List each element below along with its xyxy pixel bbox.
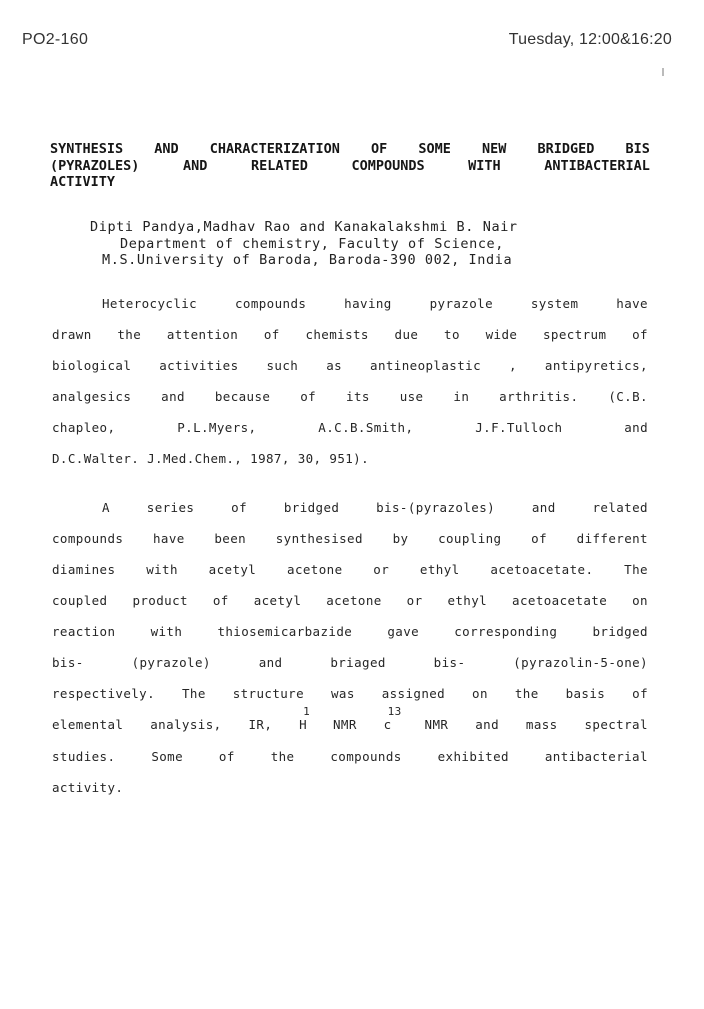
word: drawn xyxy=(52,327,92,342)
text-line xyxy=(50,141,650,158)
word: chemists xyxy=(305,327,369,342)
word: product xyxy=(132,593,188,608)
word: (C.B. xyxy=(608,389,648,404)
word: elemental xyxy=(52,717,124,732)
word: the xyxy=(117,327,142,342)
text-line xyxy=(52,350,648,381)
word: H1 xyxy=(299,705,311,732)
word: its xyxy=(346,389,370,404)
word: BIS xyxy=(625,141,650,157)
word: of xyxy=(231,500,248,515)
word: by xyxy=(392,531,409,546)
word: SOME xyxy=(418,141,451,157)
word: COMPOUNDS xyxy=(351,157,425,174)
word: antineoplastic xyxy=(370,358,481,373)
word: WITH xyxy=(468,157,501,174)
text-line xyxy=(50,158,650,175)
word: attention xyxy=(166,327,239,342)
text-line xyxy=(52,288,648,319)
text-line xyxy=(52,772,648,803)
word: acetoacetate. xyxy=(490,562,594,577)
word: due xyxy=(394,327,419,342)
word: assigned xyxy=(381,686,446,701)
word: reaction xyxy=(52,624,116,639)
word: with xyxy=(150,624,183,639)
word: analysis, xyxy=(150,717,222,732)
word: of xyxy=(531,531,547,546)
word: (PYRAZOLES) xyxy=(50,157,140,174)
text-line xyxy=(52,554,648,585)
word: biological xyxy=(52,358,132,373)
word: acetone xyxy=(287,562,343,577)
word: and xyxy=(475,717,499,732)
word: analgesics xyxy=(52,389,132,404)
text-line xyxy=(52,705,648,741)
word: chapleo, xyxy=(52,420,116,435)
word: coupling xyxy=(438,531,502,546)
word: BRIDGED xyxy=(537,141,595,157)
word: J.F.Tulloch xyxy=(475,420,563,435)
word: bis- xyxy=(433,655,466,670)
word: AND xyxy=(154,141,179,157)
word: CHARACTERIZATION xyxy=(209,141,340,157)
superscript: 13 xyxy=(387,705,402,718)
word: synthesised xyxy=(275,531,363,546)
abstract-paragraph-1 xyxy=(52,288,648,474)
word: of xyxy=(632,327,648,342)
word: spectrum xyxy=(543,327,607,342)
text-line xyxy=(52,381,648,412)
text-line xyxy=(52,741,648,772)
word: IR, xyxy=(248,717,273,732)
word: have xyxy=(616,296,648,311)
word: The xyxy=(181,686,206,701)
word: series xyxy=(146,500,195,515)
word: AND xyxy=(182,157,208,174)
text-line xyxy=(52,443,648,474)
word: as xyxy=(326,358,343,373)
word: on xyxy=(632,593,648,608)
word: NMR xyxy=(333,717,357,732)
word: spectral xyxy=(584,717,648,732)
text-line xyxy=(52,647,648,678)
word: antibacterial xyxy=(544,749,648,764)
word: to xyxy=(444,327,460,342)
word: in xyxy=(453,389,470,404)
word: The xyxy=(624,562,648,577)
word: Some xyxy=(151,749,184,764)
word: coupled xyxy=(52,593,108,608)
scan-mark xyxy=(662,68,664,76)
word: system xyxy=(530,296,579,311)
author-department: Department of chemistry, Faculty of Science, xyxy=(120,236,505,252)
word: diamines xyxy=(52,562,116,577)
word: the xyxy=(514,686,539,701)
abstract-paragraph-2 xyxy=(52,492,648,803)
word: bridged xyxy=(283,500,340,515)
word: was xyxy=(330,686,355,701)
word: exhibited xyxy=(437,749,509,764)
abstract-code: PO2-160 xyxy=(22,31,89,48)
word: acetone xyxy=(326,593,382,608)
word: gave xyxy=(387,624,420,639)
word: compounds xyxy=(52,531,124,546)
word: c13 xyxy=(383,705,402,732)
word: with xyxy=(146,562,178,577)
word: different xyxy=(576,531,648,546)
word: ANTIBACTERIAL xyxy=(544,157,650,174)
word: and xyxy=(161,389,185,404)
word: NEW xyxy=(482,141,507,157)
word: and xyxy=(258,655,283,670)
word: acetyl xyxy=(253,593,302,608)
word: studies. xyxy=(52,749,116,764)
word: bis- xyxy=(52,655,84,670)
word: RELATED xyxy=(250,157,308,174)
word: wide xyxy=(485,327,518,342)
word: , xyxy=(508,358,517,373)
word: A xyxy=(102,500,110,515)
text-line xyxy=(52,319,648,350)
word: and xyxy=(531,500,556,515)
word: Heterocyclic xyxy=(102,296,198,311)
word: pyrazole xyxy=(429,296,493,311)
word: (pyrazole) xyxy=(131,655,211,670)
word: arthritis. xyxy=(499,389,579,404)
word: P.L.Myers, xyxy=(177,420,257,435)
word: acetyl xyxy=(208,562,257,577)
line-text: ACTIVITY xyxy=(50,174,116,190)
word: structure xyxy=(232,686,305,701)
word: bridged xyxy=(592,624,648,639)
word: NMR xyxy=(424,717,449,732)
word: activities xyxy=(159,358,239,373)
word: related xyxy=(592,500,648,515)
word: of xyxy=(218,749,235,764)
word: SYNTHESIS xyxy=(50,141,124,157)
text-line xyxy=(52,523,648,554)
word: on xyxy=(472,686,488,701)
word: respectively. xyxy=(52,686,156,701)
word: such xyxy=(266,358,299,373)
session-schedule: Tuesday, 12:00&16:20 xyxy=(508,31,672,48)
word: because xyxy=(214,389,271,404)
word: been xyxy=(214,531,247,546)
text-line xyxy=(52,492,648,523)
word: (pyrazolin-5-one) xyxy=(513,655,648,670)
text-line xyxy=(52,678,648,709)
word: corresponding xyxy=(454,624,558,639)
word: of xyxy=(212,593,229,608)
author-names: Dipti Pandya,Madhav Rao and Kanakalakshmi B. Nair xyxy=(90,219,518,235)
word: A.C.B.Smith, xyxy=(318,420,414,435)
text-line xyxy=(50,174,650,191)
word: thiosemicarbazide xyxy=(217,624,353,639)
word: bis-(pyrazoles) xyxy=(376,500,496,515)
word: and xyxy=(624,420,648,435)
word: use xyxy=(399,389,424,404)
word: compounds xyxy=(234,296,307,311)
word: ethyl xyxy=(419,562,460,577)
word: ethyl xyxy=(447,593,488,608)
word: or xyxy=(373,562,390,577)
paper-title xyxy=(50,141,650,191)
word: basis xyxy=(565,686,606,701)
word: mass xyxy=(525,717,558,732)
word: have xyxy=(153,531,185,546)
word: OF xyxy=(370,141,388,157)
author-university: M.S.University of Baroda, Baroda-390 002, India xyxy=(102,252,513,268)
word: of xyxy=(632,686,648,701)
text-line xyxy=(52,412,648,443)
word: or xyxy=(406,593,423,608)
word: the xyxy=(270,749,295,764)
superscript: 1 xyxy=(303,705,311,718)
text-line xyxy=(52,616,648,647)
word: compounds xyxy=(330,749,402,764)
word: briaged xyxy=(330,655,386,670)
word: acetoacetate xyxy=(512,593,608,608)
word: having xyxy=(344,296,392,311)
text-line xyxy=(52,585,648,616)
word: of xyxy=(300,389,317,404)
word: antipyretics, xyxy=(544,358,648,373)
word: of xyxy=(263,327,280,342)
line-text: activity. xyxy=(52,780,124,795)
line-text: D.C.Walter. J.Med.Chem., 1987, 30, 951). xyxy=(52,451,370,466)
